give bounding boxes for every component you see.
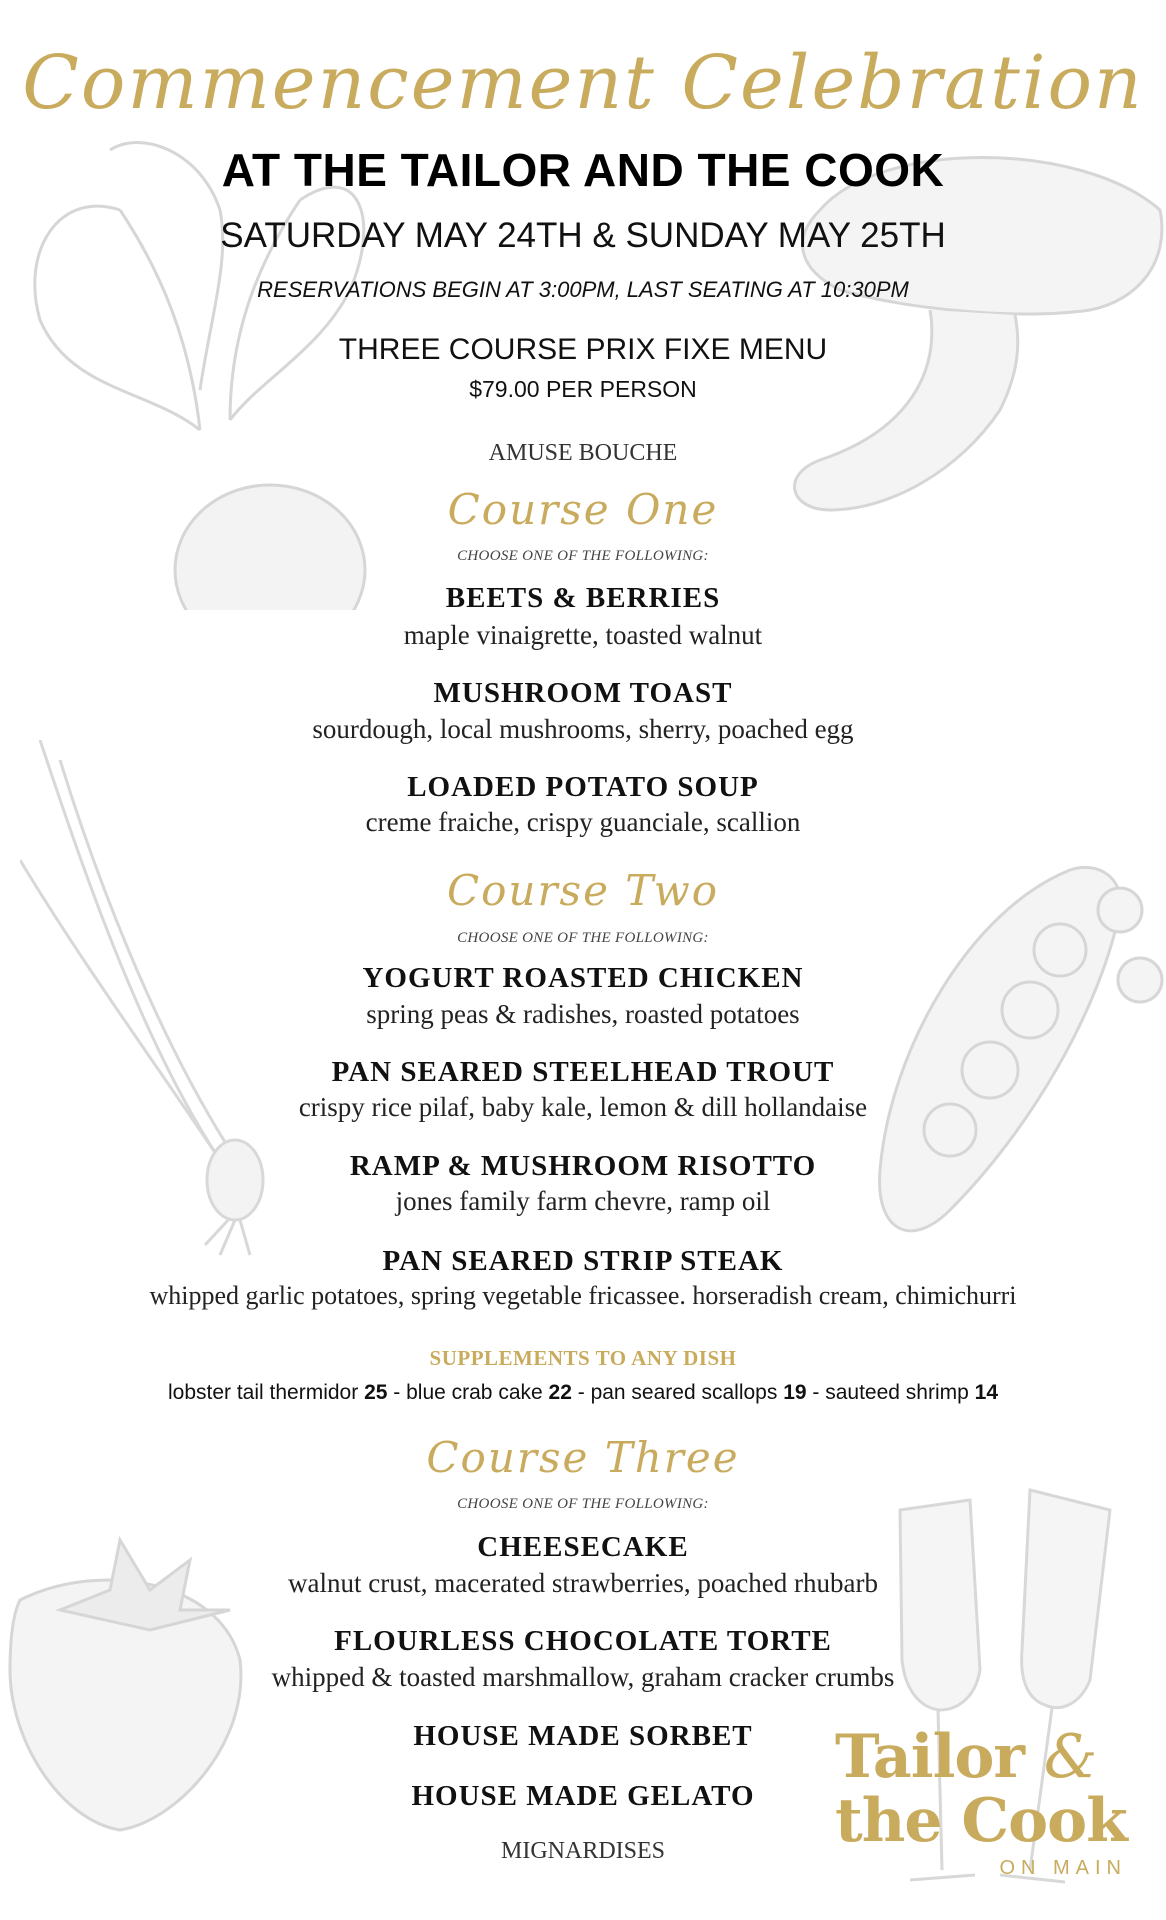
dish-description: sourdough, local mushrooms, sherry, poached egg bbox=[312, 714, 854, 744]
menu-name: THREE COURSE PRIX FIXE MENU bbox=[338, 333, 828, 366]
course-one-title: Course One bbox=[447, 485, 719, 534]
logo-ampersand: & bbox=[1043, 1722, 1097, 1792]
course-two-title: Course Two bbox=[446, 866, 720, 915]
supplement-name: sauteed shrimp bbox=[825, 1381, 969, 1404]
dish-name: FLOURLESS CHOCOLATE TORTE bbox=[334, 1625, 832, 1657]
dish-description: whipped & toasted marshmallow, graham cracker crumbs bbox=[271, 1662, 895, 1692]
supplement-separator: - bbox=[393, 1381, 407, 1404]
course-three-instruction: CHOOSE ONE OF THE FOLLOWING: bbox=[457, 1496, 709, 1512]
supplements-title: SUPPLEMENTS TO ANY DISH bbox=[429, 1346, 737, 1370]
dish-description: creme fraiche, crispy guanciale, scallion bbox=[365, 807, 801, 837]
dish-description: jones family farm chevre, ramp oil bbox=[395, 1186, 771, 1216]
supplement-price: 14 bbox=[974, 1381, 999, 1404]
menu-price: $79.00 PER PERSON bbox=[469, 376, 697, 402]
dish-description: whipped garlic potatoes, spring vegetable fricassee. horseradish cream, chimichurri bbox=[149, 1281, 1017, 1310]
dish-name: BEETS & BERRIES bbox=[445, 582, 721, 614]
dish-name: PAN SEARED STRIP STEAK bbox=[382, 1245, 784, 1277]
logo-line-1 bbox=[835, 1722, 1135, 1792]
mignardises-label: MIGNARDISES bbox=[500, 1838, 665, 1864]
dish-description: spring peas & radishes, roasted potatoes bbox=[366, 999, 800, 1029]
course-one-instruction: CHOOSE ONE OF THE FOLLOWING: bbox=[457, 548, 709, 564]
dish-name: MUSHROOM TOAST bbox=[433, 677, 733, 709]
course-two-instruction: CHOOSE ONE OF THE FOLLOWING: bbox=[457, 930, 709, 946]
dish-name: YOGURT ROASTED CHICKEN bbox=[362, 962, 804, 994]
logo-line-2: the Cook bbox=[835, 1786, 1127, 1856]
dish-description: walnut crust, macerated strawberries, poached rhubarb bbox=[288, 1568, 878, 1598]
supplement-name: pan seared scallops bbox=[590, 1381, 778, 1404]
supplement-price: 25 bbox=[364, 1381, 388, 1404]
supplement-price: 22 bbox=[548, 1381, 572, 1404]
reservation-info: RESERVATIONS BEGIN AT 3:00PM, LAST SEATING AT 10:30PM bbox=[257, 277, 909, 302]
amuse-bouche-label: AMUSE BOUCHE bbox=[488, 440, 678, 466]
event-title: Commencement Celebration bbox=[22, 40, 1144, 126]
logo-subtitle: ON MAIN bbox=[999, 1857, 1127, 1879]
event-subtitle: AT THE TAILOR AND THE COOK bbox=[221, 144, 945, 196]
event-dates: SATURDAY MAY 24TH & SUNDAY MAY 25TH bbox=[220, 216, 946, 255]
supplements-list bbox=[0, 1381, 1166, 1405]
supplement-price: 19 bbox=[783, 1381, 807, 1404]
logo-word: Tailor bbox=[835, 1722, 1024, 1792]
dish-description: maple vinaigrette, toasted walnut bbox=[403, 620, 763, 650]
dish-name: PAN SEARED STEELHEAD TROUT bbox=[331, 1056, 835, 1088]
dish-name: RAMP & MUSHROOM RISOTTO bbox=[349, 1150, 817, 1182]
supplement-separator: - bbox=[577, 1381, 591, 1404]
dish-description: crispy rice pilaf, baby kale, lemon & dill hollandaise bbox=[298, 1092, 868, 1122]
course-three-title: Course Three bbox=[426, 1433, 740, 1482]
restaurant-logo bbox=[835, 1722, 1135, 1880]
dish-name: HOUSE MADE SORBET bbox=[413, 1720, 753, 1752]
dish-name: HOUSE MADE GELATO bbox=[411, 1780, 755, 1812]
supplement-name: blue crab cake bbox=[406, 1381, 543, 1404]
supplement-name: lobster tail thermidor bbox=[167, 1381, 359, 1404]
supplement-separator: - bbox=[812, 1381, 826, 1404]
dish-name: LOADED POTATO SOUP bbox=[407, 771, 759, 803]
dish-name: CHEESECAKE bbox=[477, 1531, 689, 1563]
